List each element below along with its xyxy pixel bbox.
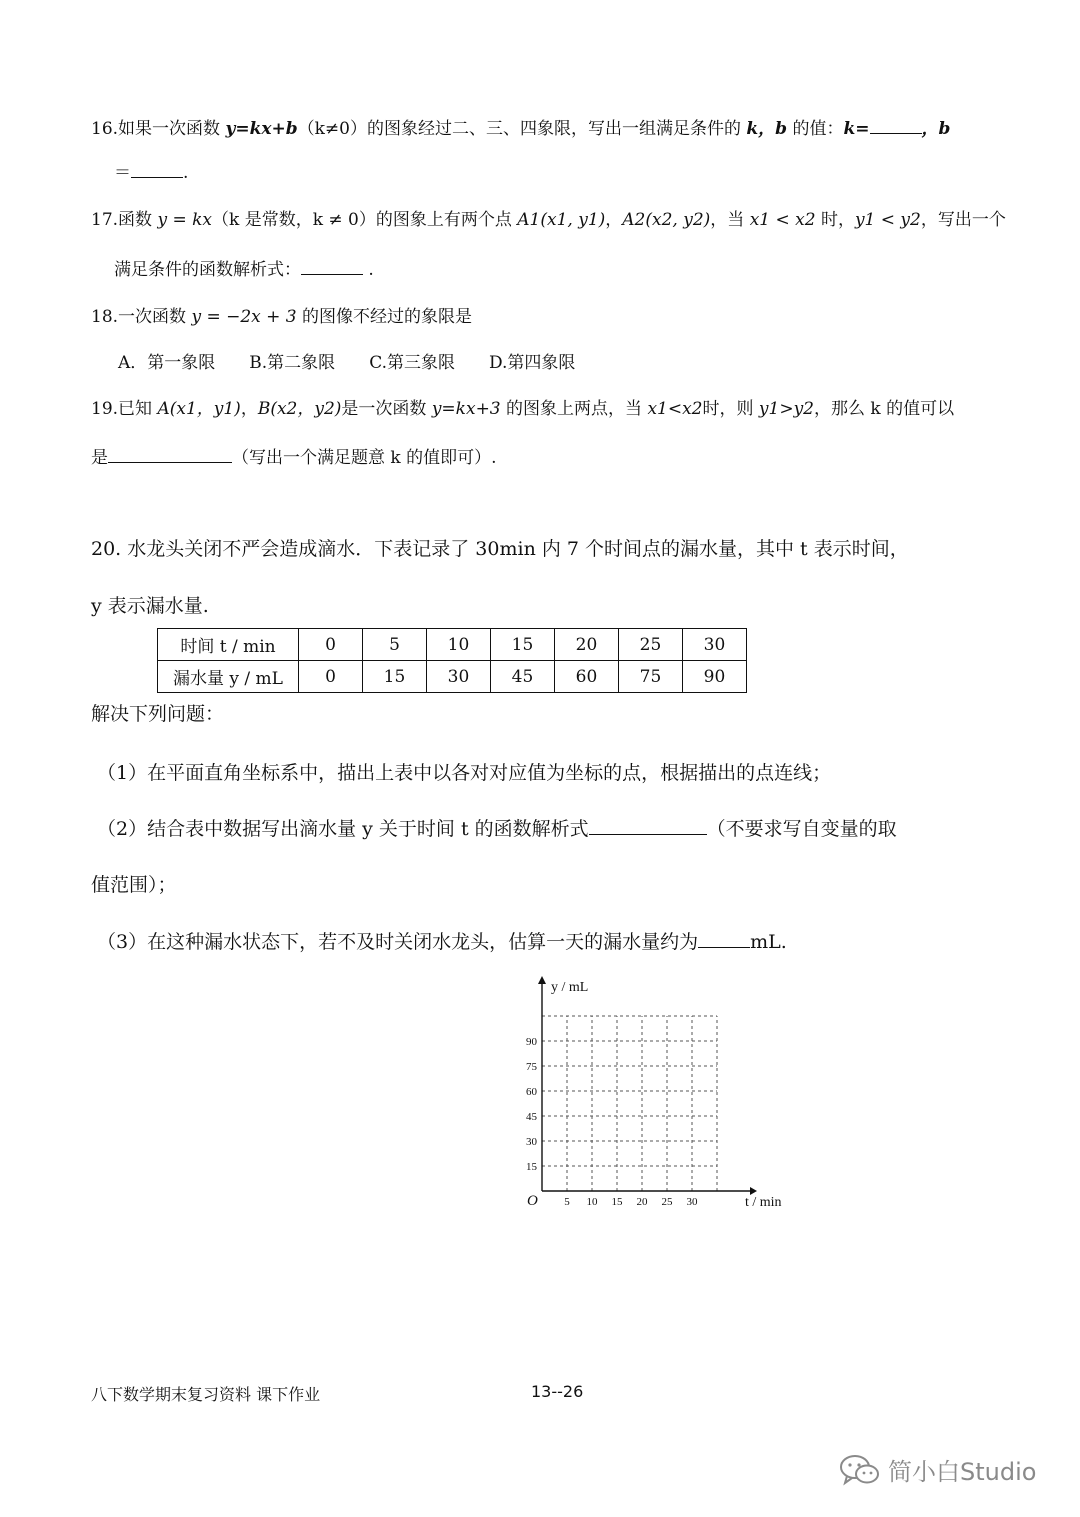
table-cell: 0 (299, 629, 363, 661)
page-number: 13--26 (531, 1382, 584, 1401)
x-tick-label: 30 (686, 1196, 698, 1208)
q16-k-blank[interactable] (870, 117, 922, 134)
q19-line2: 是 （写出一个满足题意 k 的值即可）. (91, 448, 497, 468)
footer-left: 八下数学期末复习资料 课下作业 (91, 1385, 321, 1404)
q16-line1: 16.如果一次函数 y=kx+b（k≠0）的图象经过二、三、四象限，写出一组满足条件的 k，b 的值：k= ，b (91, 119, 951, 139)
q20-p3-blank[interactable] (698, 931, 750, 948)
table-cell: 60 (555, 661, 619, 693)
x-tick-label: 15 (611, 1196, 623, 1208)
table-cell: 5 (363, 629, 427, 661)
q20-part1: （1）在平面直角坐标系中，描出上表中以各对对应值为坐标的点，根据描出的点连线； (97, 762, 832, 784)
origin-label: O (527, 1193, 538, 1209)
x-axis-arrow (750, 1187, 757, 1195)
y-axis-label: y / mL (551, 980, 589, 995)
q20-part3: （3）在这种漏水状态下，若不及时关闭水龙头，估算一天的漏水量约为 mL. (97, 931, 787, 953)
q16-b-blank[interactable] (131, 161, 183, 178)
q17-blank[interactable] (301, 258, 363, 275)
y-tick-label: 45 (526, 1111, 537, 1123)
x-tick-label: 20 (636, 1196, 648, 1208)
table-cell: 0 (299, 661, 363, 693)
y-tick-label: 60 (526, 1086, 537, 1098)
leak-table (157, 628, 747, 693)
table-cell: 15 (491, 629, 555, 661)
x-axis-label: t / min (745, 1195, 782, 1210)
q20-line2: y 表示漏水量. (91, 595, 209, 617)
q18-option-b[interactable]: B.第二象限 (249, 353, 336, 373)
q20-part2: （2）结合表中数据写出滴水量 y 关于时间 t 的函数解析式 （不要求写自变量的取 (97, 818, 897, 840)
x-tick-label: 25 (661, 1196, 673, 1208)
wechat-icon (838, 1453, 882, 1487)
table-cell: 30 (427, 661, 491, 693)
table-row-time (158, 629, 747, 661)
q20-part2-line2: 值范围）； (91, 874, 177, 896)
table-cell: 25 (619, 629, 683, 661)
table-cell: 10 (427, 629, 491, 661)
table-cell: 30 (683, 629, 747, 661)
q18-option-d[interactable]: D.第四象限 (489, 353, 576, 373)
y-tick-label: 90 (526, 1036, 537, 1048)
y-tick-label: 75 (526, 1061, 537, 1073)
x-tick-label: 10 (586, 1196, 598, 1208)
table-cell: 15 (363, 661, 427, 693)
table-cell: 45 (491, 661, 555, 693)
q17-line2: 满足条件的函数解析式： . (114, 260, 374, 280)
q19-blank[interactable] (108, 446, 232, 463)
y-tick-label: 15 (526, 1161, 537, 1173)
y-tick-label: 30 (526, 1136, 537, 1148)
table-row-leak (158, 661, 747, 693)
table-header-leak: 漏水量 y / mL (158, 661, 299, 693)
table-cell: 90 (683, 661, 747, 693)
watermark (838, 1452, 1036, 1487)
q19-line1: 19.已知 A(x1，y1)，B(x2，y2)是一次函数 y=kx+3 的图象上两点，当 x1<x2时，则 y1>y2，那么 k 的值可以 (91, 399, 955, 419)
q17-line1: 17.函数 y = kx（k 是常数，k ≠ 0）的图象上有两个点 A1(x1, y1)，A2(x2, y2)，当 x1 < x2 时，y1 < y2，写出一个 (91, 210, 1006, 230)
x-tick-label: 5 (564, 1196, 570, 1208)
table-header-time: 时间 t / min (158, 629, 299, 661)
q20-line1: 20. 水龙头关闭不严会造成滴水．下表记录了 30min 内 7 个时间点的漏水量，其中 t 表示时间， (91, 538, 909, 560)
table-cell: 75 (619, 661, 683, 693)
q20-solve: 解决下列问题： (91, 703, 225, 725)
table-cell: 20 (555, 629, 619, 661)
q18-options (118, 348, 609, 373)
q18-option-a[interactable]: A．第一象限 (118, 353, 216, 373)
y-axis-arrow (538, 976, 546, 984)
q18-line1: 18.一次函数 y = −2x + 3 的图像不经过的象限是 (91, 307, 473, 327)
q20-p2-blank[interactable] (589, 818, 707, 835)
q18-option-c[interactable]: C.第三象限 (369, 353, 455, 373)
q16-line2: ＝ . (114, 163, 189, 183)
coordinate-grid-chart[interactable] (505, 970, 805, 1210)
watermark-text: 简小白Studio (888, 1458, 1037, 1486)
